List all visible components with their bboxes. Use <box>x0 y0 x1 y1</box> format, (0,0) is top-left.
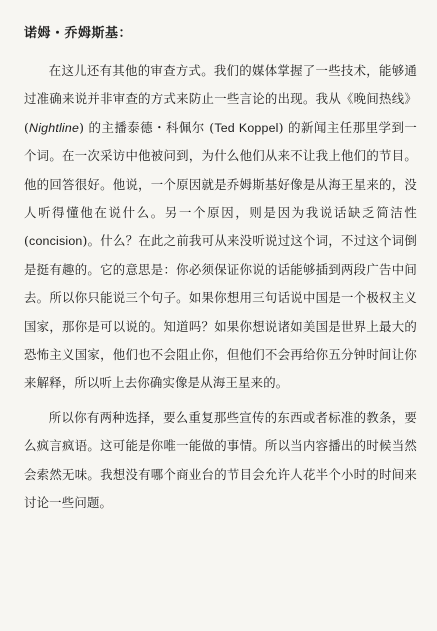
paragraph-1-text-d: )。什么？在此之前我可从来没听说过这个词，不过这个词倒是挺有趣的。它的意思是：你必须保证你说的话能够插到两段广告中间去。所以你只能说三个句子。如果你想用三句话说中国是一个极权主义国家，那你是可以说的。知道吗？如果你想说诸如美国是世界上最大的恐怖主义国家，他们也不会阻止你，但他们不会再给你五分钟时间让你来解释，所以听上去你确实像是从海王星来的。 <box>24 233 417 391</box>
paragraph-1-text-a: 在这儿还有其他的审查方式。我们的媒体掌握了一些技术，能够通过准确来说并非审查的方式来防止一些言论的出现。我从《晚间热线》( <box>24 63 417 135</box>
ted-koppel-name: Ted Koppel <box>214 120 279 135</box>
concision-term: concision <box>29 234 83 249</box>
paragraph-1 <box>24 57 417 398</box>
paragraph-1-text-b: ) 的主播泰德・科佩尔 ( <box>79 119 215 135</box>
nightline-term: Nightline <box>29 120 80 135</box>
speaker-heading: 诺姆・乔姆斯基： <box>24 26 133 41</box>
paragraph-2: 所以你有两种选择，要么重复那些宣传的东西或者标准的教条，要么疯言疯语。这可能是你唯一能做的事情。所以当内容播出的时候当然会索然无味。我想没有哪个商业台的节目会允许人花半个小时的时间来讨论一些问题。 <box>24 409 417 511</box>
paragraph-1-text-c: ) 的新闻主任那里学到一个词。在一次采访中他被问到，为什么他们从来不让我上他们的节目。他的回答很好。他说，一个原因就是乔姆斯基好像是从海王星来的，没人听得懂他在说什么。另一个原因，则是因为我说话缺乏简洁性 ( <box>24 119 417 249</box>
